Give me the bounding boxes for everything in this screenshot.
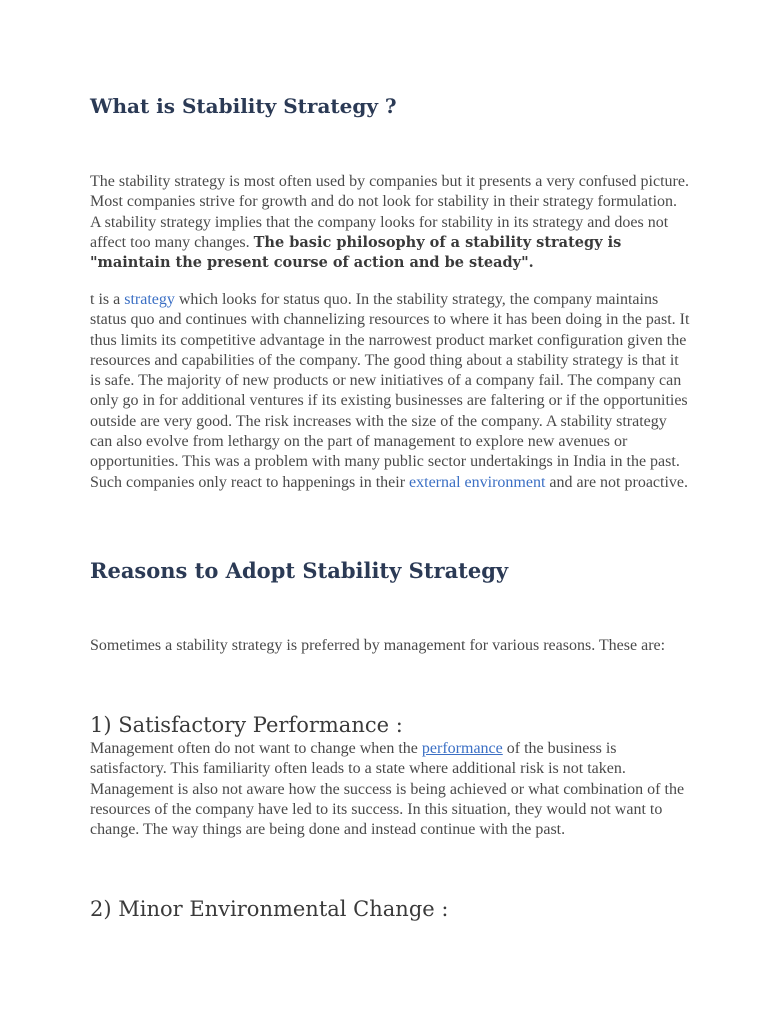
satisfactory-performance-heading: 1) Satisfactory Performance : (90, 713, 403, 737)
satisfactory-text: of the business is satisfactory. This familiarity often leads to a state where additional risk is not taken. Management is also not aware how the success is being achieved or what combination of the resources of the company have led to its success. In this situation, they would not want to change. The way things are being done and instead continue with the past. (90, 740, 685, 839)
reasons-heading: Reasons to Adopt Stability Strategy (90, 558, 509, 583)
intro-text: The stability strategy is most often used by companies but it presents a very confused picture. Most companies strive for growth and do not look for stability in their strategy formulation. A stability strategy implies that the company looks for stability in its strategy and does not affect too many changes. (90, 173, 689, 251)
intro-paragraph (90, 172, 690, 273)
status-quo-paragraph (90, 290, 690, 493)
status-text: which looks for status quo. In the stability strategy, the company maintains status quo and continues with channelizing resources to where it has been doing in the past. It thus limits its competitive advantage in the narrowest product market configuration given the resources and capabilities of the company. The good thing about a stability strategy is that it is safe. The majority of new products or new initiatives of a company fail. The company can only go in for additional ventures if its existing businesses are faltering or if the opportunities outside are very good. The risk increases with the size of the company. A stability strategy can also evolve from lethargy on the part of management to explore new avenues or opportunities. This was a problem with many public sector undertakings in India in the past. Such companies only react to happenings in their (90, 291, 690, 491)
status-lead: t is a (90, 291, 121, 308)
strategy-link[interactable]: strategy (124, 291, 175, 308)
page-title: What is Stability Strategy ? (90, 94, 397, 118)
performance-link[interactable]: performance (421, 740, 503, 757)
satisfactory-lead: Management often do not want to change when the (90, 740, 418, 757)
reasons-paragraph: Sometimes a stability strategy is preferred by management for various reasons. These are: (90, 637, 666, 654)
satisfactory-performance-paragraph (90, 739, 690, 840)
intro-bold-statement: The basic philosophy of a stability strategy is "maintain the present course of action and be steady". (90, 233, 622, 272)
status-tail: and are not proactive. (549, 473, 689, 491)
external-environment-link[interactable]: external environment (409, 473, 546, 491)
minor-environmental-change-heading: 2) Minor Environmental Change : (90, 897, 449, 921)
